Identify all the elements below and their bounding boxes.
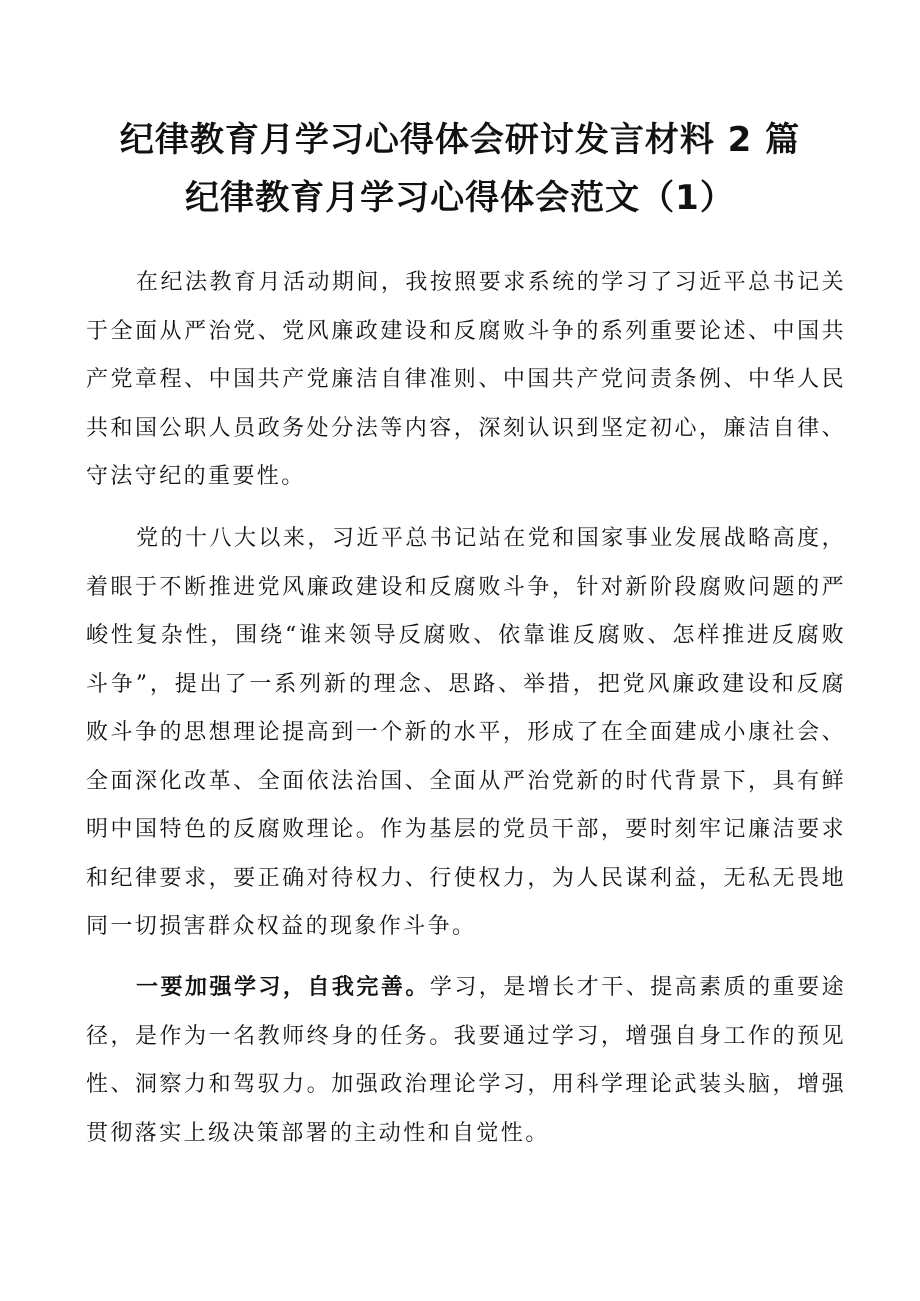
paragraph-3 bbox=[86, 964, 846, 1158]
paragraph-2 bbox=[86, 515, 846, 952]
paragraph-1 bbox=[86, 259, 846, 502]
document-title: 纪律教育月学习心得体会研讨发言材料 2 篇 bbox=[119, 120, 801, 160]
paragraph-3-text: 学习，是增长才干、提高素质的重要途径，是作为一名教师终身的任务。我要通过学习，增强自身工作的预见性、洞察力和驾驭力。加强政治理论学习，用科学理论武装头脑，增强贯彻落实上级决策部署的主动性和自觉性。 bbox=[86, 975, 846, 1146]
document-subtitle: 纪律教育月学习心得体会范文（1） bbox=[185, 178, 735, 218]
paragraph-1-text: 在纪法教育月活动期间，我按照要求系统的学习了习近平总书记关于全面从严治党、党风廉政建设和反腐败斗争的系列重要论述、中国共产党章程、中国共产党廉洁自律准则、中国共产党问责条例、中华人民共和国公职人员政务处分法等内容，深刻认识到坚定初心，廉洁自律、守法守纪的重要性。 bbox=[86, 270, 846, 489]
paragraph-3-lead: 一要加强学习，自我完善。 bbox=[136, 975, 430, 1000]
paragraph-2-text: 党的十八大以来，习近平总书记站在党和国家事业发展战略高度，着眼于不断推进党风廉政建设和反腐败斗争，针对新阶段腐败问题的严峻性复杂性，围绕“谁来领导反腐败、依靠谁反腐败、怎样推进反腐败斗争”，提出了一系列新的理念、思路、举措，把党风廉政建设和反腐败斗争的思想理论提高到一个新的水平，形成了在全面建成小康社会、全面深化改革、全面依法治国、全面从严治党新的时代背景下，具有鲜明中国特色的反腐败理论。作为基层的党员干部，要时刻牢记廉洁要求和纪律要求，要正确对待权力、行使权力，为人民谋利益，无私无畏地同一切损害群众权益的现象作斗争。 bbox=[86, 526, 846, 939]
